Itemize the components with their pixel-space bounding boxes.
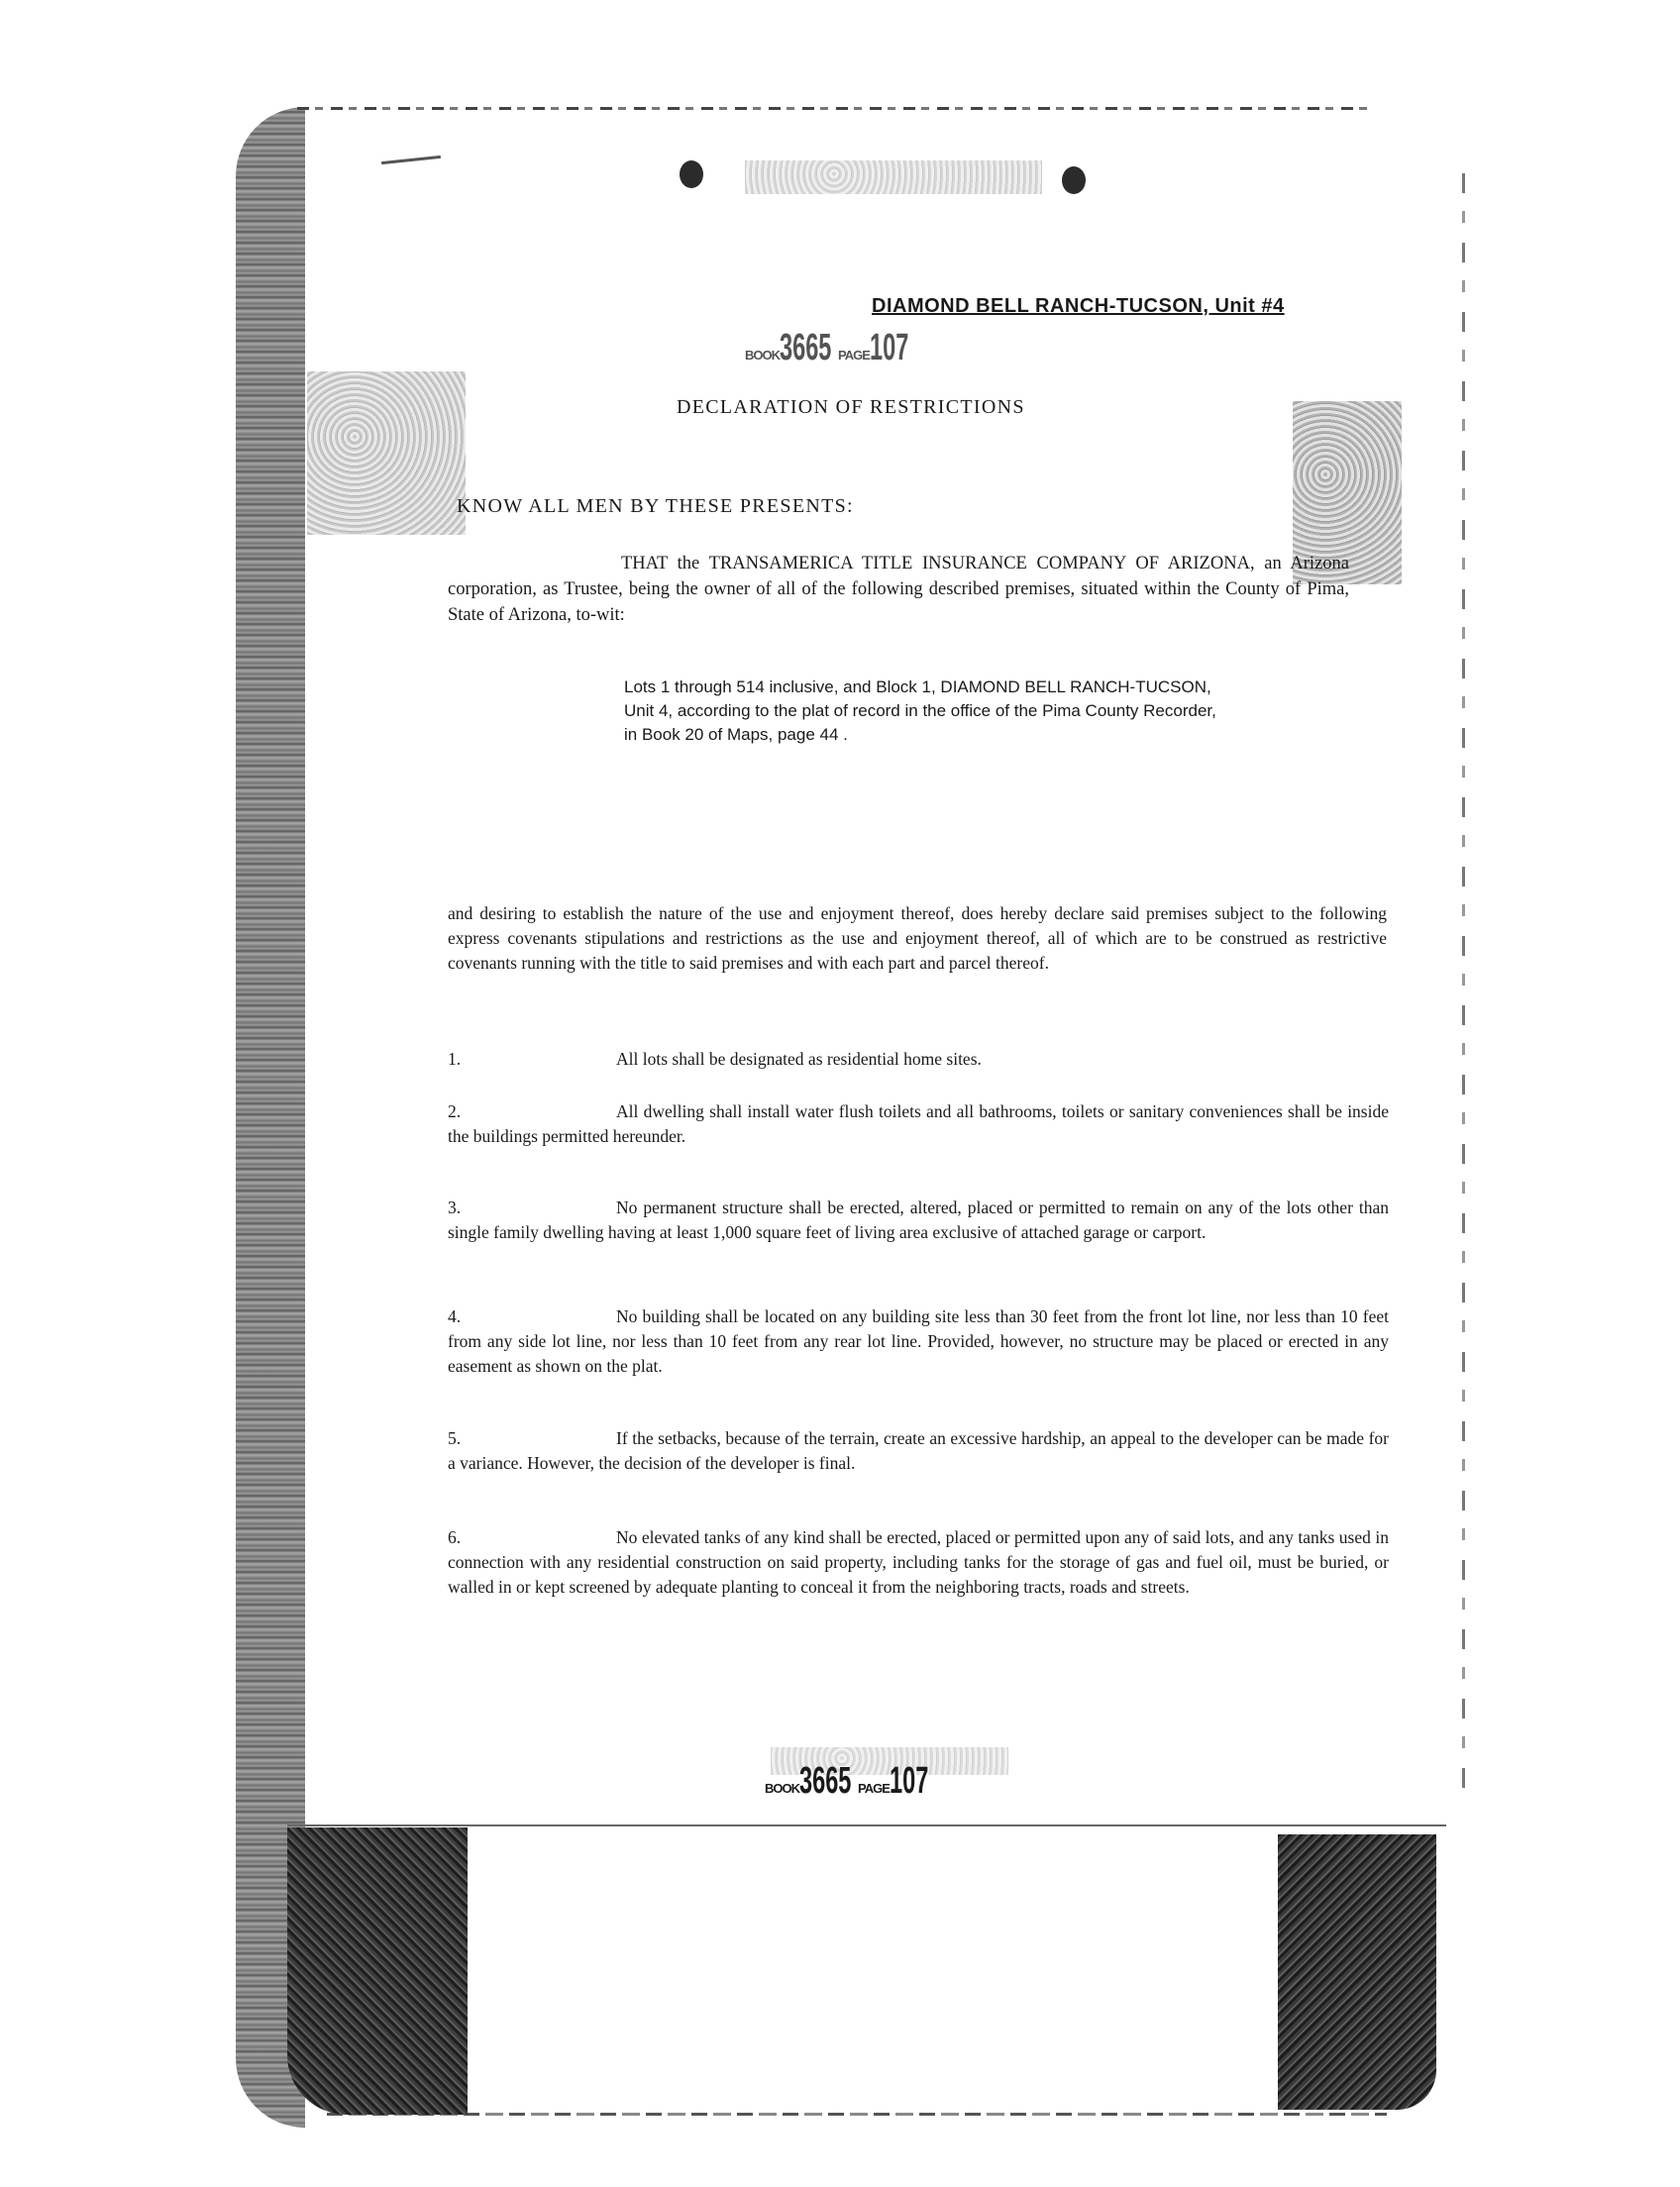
restriction-item <box>448 1196 1389 1245</box>
stamp-book-number: 3665 <box>799 1760 852 1802</box>
scan-dark-corner-right <box>1278 1834 1436 2110</box>
restriction-number: 5. <box>448 1428 462 1448</box>
restriction-text: No permanent structure shall be erected, altered, placed or permitted to remain on any of the lots other than single family dwelling having at least 1,000 square feet of living area exclusive of attached garage or carport. <box>448 1198 1389 1242</box>
scan-smudge <box>307 371 466 535</box>
stamp-page-label: PAGE <box>838 348 870 363</box>
punch-hole <box>680 160 703 188</box>
restriction-item <box>448 1047 1389 1072</box>
restriction-number: 1. <box>448 1049 462 1069</box>
stamp-page-label: PAGE <box>858 1781 890 1796</box>
punch-hole <box>1062 166 1086 194</box>
stamp-page-number: 107 <box>889 1760 929 1802</box>
subdivision-header: DIAMOND BELL RANCH-TUCSON, Unit #4 <box>872 295 1285 317</box>
restriction-item <box>448 1525 1389 1600</box>
intro-paragraph: THAT the TRANSAMERICA TITLE INSURANCE COMPANY OF ARIZONA, an Arizona corporation, as Trustee, being the owner of all of the following described premises, situated within the County of Pima, State of Arizona, to-wit: <box>448 554 1349 625</box>
restriction-number: 4. <box>448 1306 462 1326</box>
preamble: KNOW ALL MEN BY THESE PRESENTS: <box>457 495 854 517</box>
restriction-item <box>448 1426 1389 1476</box>
restriction-number: 6. <box>448 1527 462 1547</box>
document-title: DECLARATION OF RESTRICTIONS <box>677 396 1025 418</box>
restriction-item <box>448 1099 1389 1149</box>
intro-continuation: and desiring to establish the nature of the use and enjoyment thereof, does hereby declare said premises subject to the following express covenants stipulations and restrictions as the use and enjoyment thereof, all of which are to be construed as restrictive covenants running with the title to said premises and with each part and parcel thereof. <box>448 903 1387 973</box>
restriction-text: All lots shall be designated as residential home sites. <box>616 1049 982 1069</box>
scan-edge-top <box>297 107 1367 110</box>
page-edge-line <box>287 1824 1446 1826</box>
restriction-text: All dwelling shall install water flush toilets and all bathrooms, toilets or sanitary conveniences shall be inside the buildings permitted hereunder. <box>448 1101 1389 1146</box>
restriction-number: 2. <box>448 1101 462 1121</box>
faded-stamp-artifact <box>745 160 1042 194</box>
stamp-book-label: BOOK <box>745 348 780 363</box>
scan-dark-corner-left <box>287 1827 468 2115</box>
restriction-number: 3. <box>448 1198 462 1217</box>
stamp-page-number: 107 <box>869 327 909 368</box>
restriction-item <box>448 1304 1389 1379</box>
recording-stamp-bottom <box>765 1760 929 1803</box>
scan-edge-bottom <box>327 2113 1387 2116</box>
restriction-text: No building shall be located on any building site less than 30 feet from the front lot line, nor less than 10 feet from any side lot line, nor less than 10 feet from any rear lot line. Provided, however, no structure may be placed or erected in any easement as shown on the plat. <box>448 1306 1389 1376</box>
restriction-text: No elevated tanks of any kind shall be erected, placed or permitted upon any of said lots, and any tanks used in connection with any residential construction on said property, including tanks for the storage of gas and fuel oil, must be buried, or walled in or kept screened by adequate planting to conceal it from the neighboring tracts, roads and streets. <box>448 1527 1389 1597</box>
scan-edge-right <box>1462 173 1465 1788</box>
recording-stamp-top <box>745 327 909 369</box>
stamp-book-number: 3665 <box>780 327 832 368</box>
restriction-text: If the setbacks, because of the terrain, create an excessive hardship, an appeal to the developer can be made for a variance. However, the decision of the developer is final. <box>448 1428 1389 1473</box>
pen-mark <box>381 156 441 164</box>
property-description: Lots 1 through 514 inclusive, and Block 1, DIAMOND BELL RANCH-TUCSON, Unit 4, according to the plat of record in the office of the Pima County Recorder, in Book 20 of Maps, page 44 . <box>624 677 1216 744</box>
stamp-book-label: BOOK <box>765 1781 799 1796</box>
